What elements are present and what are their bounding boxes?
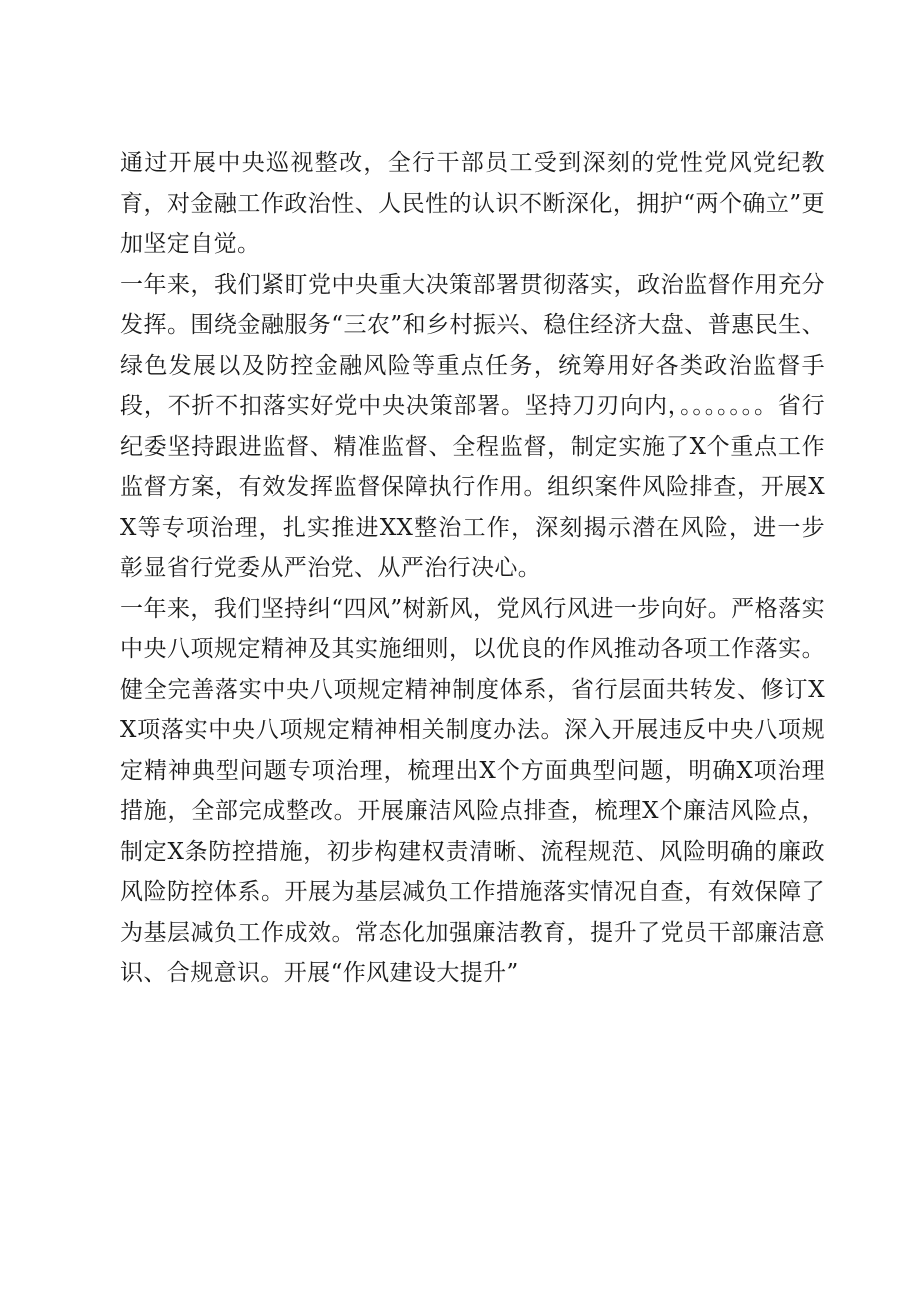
- paragraph-1: 通过开展中央巡视整改，全行干部员工受到深刻的党性党风党纪教育，对金融工作政治性、人民性的认识不断深化，拥护“两个确立”更加坚定自觉。: [120, 150, 825, 257]
- document-body: [120, 143, 825, 994]
- paragraph-3: 一年来，我们坚持纠“四风”树新风，党风行风进一步向好。严格落实中央八项规定精神及其实施细则，以优良的作风推动各项工作落实。健全完善落实中央八项规定精神制度体系，省行层面共转发、修订XX项落实中央八项规定精神相关制度办法。深入开展违反中央八项规定精神典型问题专项治理，梳理出X个方面典型问题，明确X项治理措施，全部完成整改。开展廉洁风险点排查，梳理X个廉洁风险点，制定X条防控措施，初步构建权责清晰、流程规范、风险明确的廉政风险防控体系。开展为基层减负工作措施落实情况自查，有效保障了为基层减负工作成效。常态化加强廉洁教育，提升了党员干部廉洁意识、合规意识。开展“作风建设大提升”: [120, 595, 825, 986]
- paragraph-2: 一年来，我们紧盯党中央重大决策部署贯彻落实，政治监督作用充分发挥。围绕金融服务“三农”和乡村振兴、稳住经济大盘、普惠民生、绿色发展以及防控金融风险等重点任务，统筹用好各类政治监督手段，不折不扣落实好党中央决策部署。坚持刀刃向内，。。。。。。。省行纪委坚持跟进监督、精准监督、全程监督，制定实施了X个重点工作监督方案，有效发挥监督保障执行作用。组织案件风险排查，开展XX等专项治理，扎实推进XX整治工作，深刻揭示潜在风险，进一步彰显省行党委从严治党、从严治行决心。: [120, 271, 825, 581]
